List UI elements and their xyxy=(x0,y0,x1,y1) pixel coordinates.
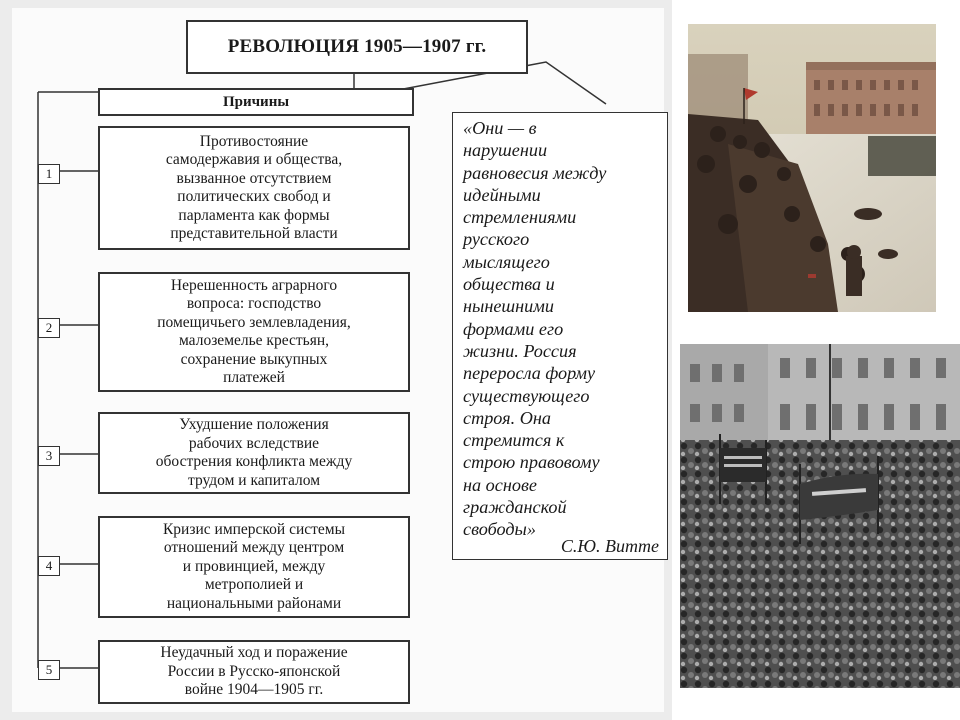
cause-box-2: Нерешенность аграрного вопроса: господство помещичьего землевладения, малоземелье крестьян, сохранение выкупных платежей xyxy=(98,272,410,392)
cause-number-2: 2 xyxy=(38,318,60,338)
cause-box-1: Противостояние самодержавия и общества, вызванное отсутствием политических свобод и парламента как формы представительной власти xyxy=(98,126,410,250)
demonstration-photo xyxy=(680,344,960,688)
bloody-sunday-painting xyxy=(688,24,936,312)
cause-number-4: 4 xyxy=(38,556,60,576)
cause-box-3: Ухудшение положения рабочих вследствие обострения конфликта между трудом и капиталом xyxy=(98,412,410,494)
revolution-scheme xyxy=(12,8,664,712)
quote-text: «Они — в нарушении равновесия между идейными стремлениями русского мыслящего общества и нынешними формами его жизни. Россия переросла форму существующего строя. Она стремится к строю правовому на основе гражданской свободы» xyxy=(463,118,607,540)
reasons-header: Причины xyxy=(98,88,414,116)
quote-author: С.Ю. Витте xyxy=(560,536,659,556)
cause-number-3: 3 xyxy=(38,446,60,466)
cause-box-5: Неудачный ход и поражение России в Русско-японской войне 1904—1905 гг. xyxy=(98,640,410,704)
cause-number-5: 5 xyxy=(38,660,60,680)
cause-box-4: Кризис имперской системы отношений между центром и провинцией, между метрополией и национальными районами xyxy=(98,516,410,618)
witte-quote-box xyxy=(452,112,668,560)
cause-number-1: 1 xyxy=(38,164,60,184)
page-title: РЕВОЛЮЦИЯ 1905—1907 гг. xyxy=(186,20,528,74)
